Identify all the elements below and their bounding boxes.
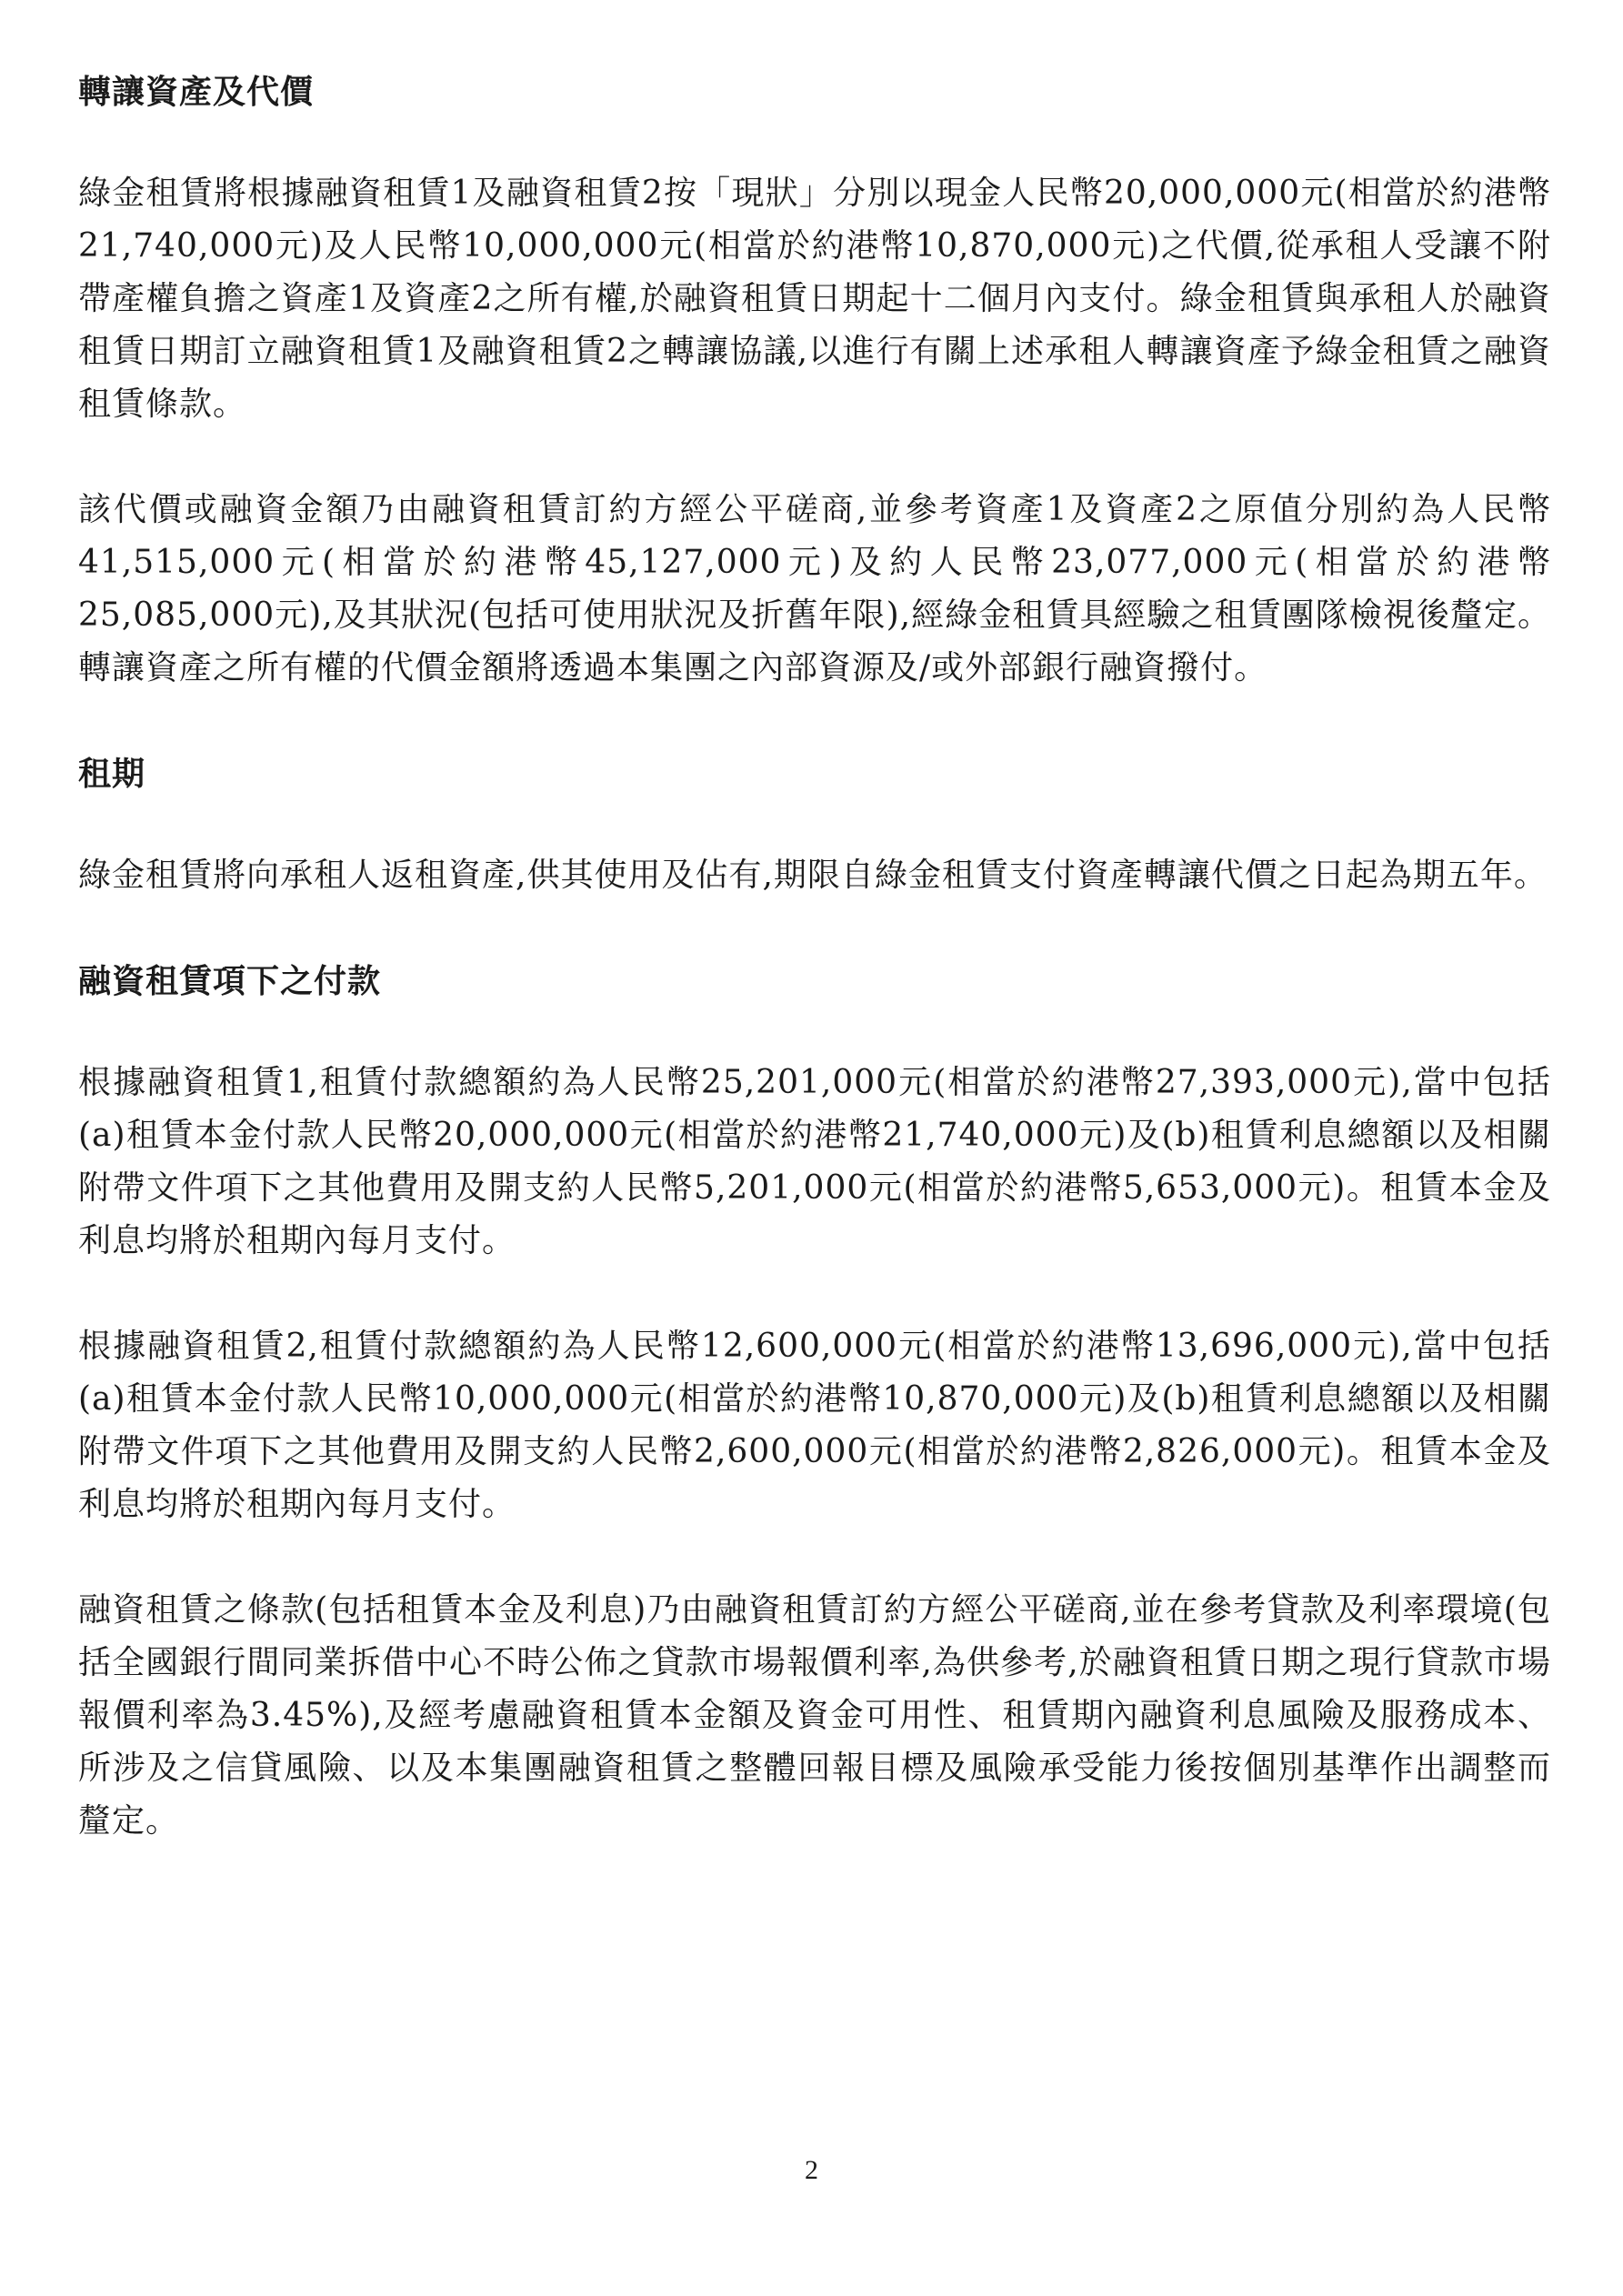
- transfer-paragraph-1: 綠金租賃將根據融資租賃1及融資租賃2按「現狀」分別以現金人民幣20,000,000元(相當於約港幣21,740,000元)及人民幣10,000,000元(相當於約港幣10,870,000元)之代價,從承租人受讓不附帶產權負擔之資產1及資產2之所有權,於融資租賃日期起十二個月內支付。綠金租賃與承租人於融資租賃日期訂立融資租賃1及融資租賃2之轉讓協議,以進行有關上述承租人轉讓資產予綠金租賃之融資租賃條款。: [78, 175, 1551, 423]
- section-heading-payment: 融資租賃項下之付款: [78, 963, 382, 1000]
- section-heading-term: 租期: [78, 756, 146, 793]
- section-heading-transfer: 轉讓資產及代價: [78, 74, 315, 111]
- document-page: [78, 65, 1551, 1848]
- page-number: 2: [805, 2155, 818, 2185]
- transfer-paragraph-2: 該代價或融資金額乃由融資租賃訂約方經公平磋商,並參考資產1及資產2之原值分別約為人民幣41,515,000元(相當於約港幣45,127,000元)及約人民幣23,077,000元(相當於約港幣25,085,000元),及其狀況(包括可使用狀況及折舊年限),經綠金租賃具經驗之租賃團隊檢視後釐定。轉讓資產之所有權的代價金額將透過本集團之內部資源及/或外部銀行融資撥付。: [78, 491, 1551, 687]
- term-paragraph-1: 綠金租賃將向承租人返租資產,供其使用及佔有,期限自綠金租賃支付資產轉讓代價之日起為期五年。: [78, 857, 1548, 894]
- payment-paragraph-2: 根據融資租賃2,租賃付款總額約為人民幣12,600,000元(相當於約港幣13,696,000元),當中包括(a)租賃本金付款人民幣10,000,000元(相當於約港幣10,870,000元)及(b)租賃利息總額以及相關附帶文件項下之其他費用及開支約人民幣2,600,000元(相當於約港幣2,826,000元)。租賃本金及利息均將於租期內每月支付。: [78, 1328, 1551, 1523]
- payment-paragraph-1: 根據融資租賃1,租賃付款總額約為人民幣25,201,000元(相當於約港幣27,393,000元),當中包括(a)租賃本金付款人民幣20,000,000元(相當於約港幣21,740,000元)及(b)租賃利息總額以及相關附帶文件項下之其他費用及開支約人民幣5,201,000元(相當於約港幣5,653,000元)。租賃本金及利息均將於租期內每月支付。: [78, 1064, 1551, 1259]
- payment-paragraph-3: 融資租賃之條款(包括租賃本金及利息)乃由融資租賃訂約方經公平磋商,並在參考貸款及利率環境(包括全國銀行間同業拆借中心不時公佈之貸款市場報價利率,為供參考,於融資租賃日期之現行貸款市場報價利率為3.45%),及經考慮融資租賃本金額及資金可用性、租賃期內融資利息風險及服務成本、所涉及之信貸風險、以及本集團融資租賃之整體回報目標及風險承受能力後按個別基準作出調整而釐定。: [78, 1591, 1551, 1840]
